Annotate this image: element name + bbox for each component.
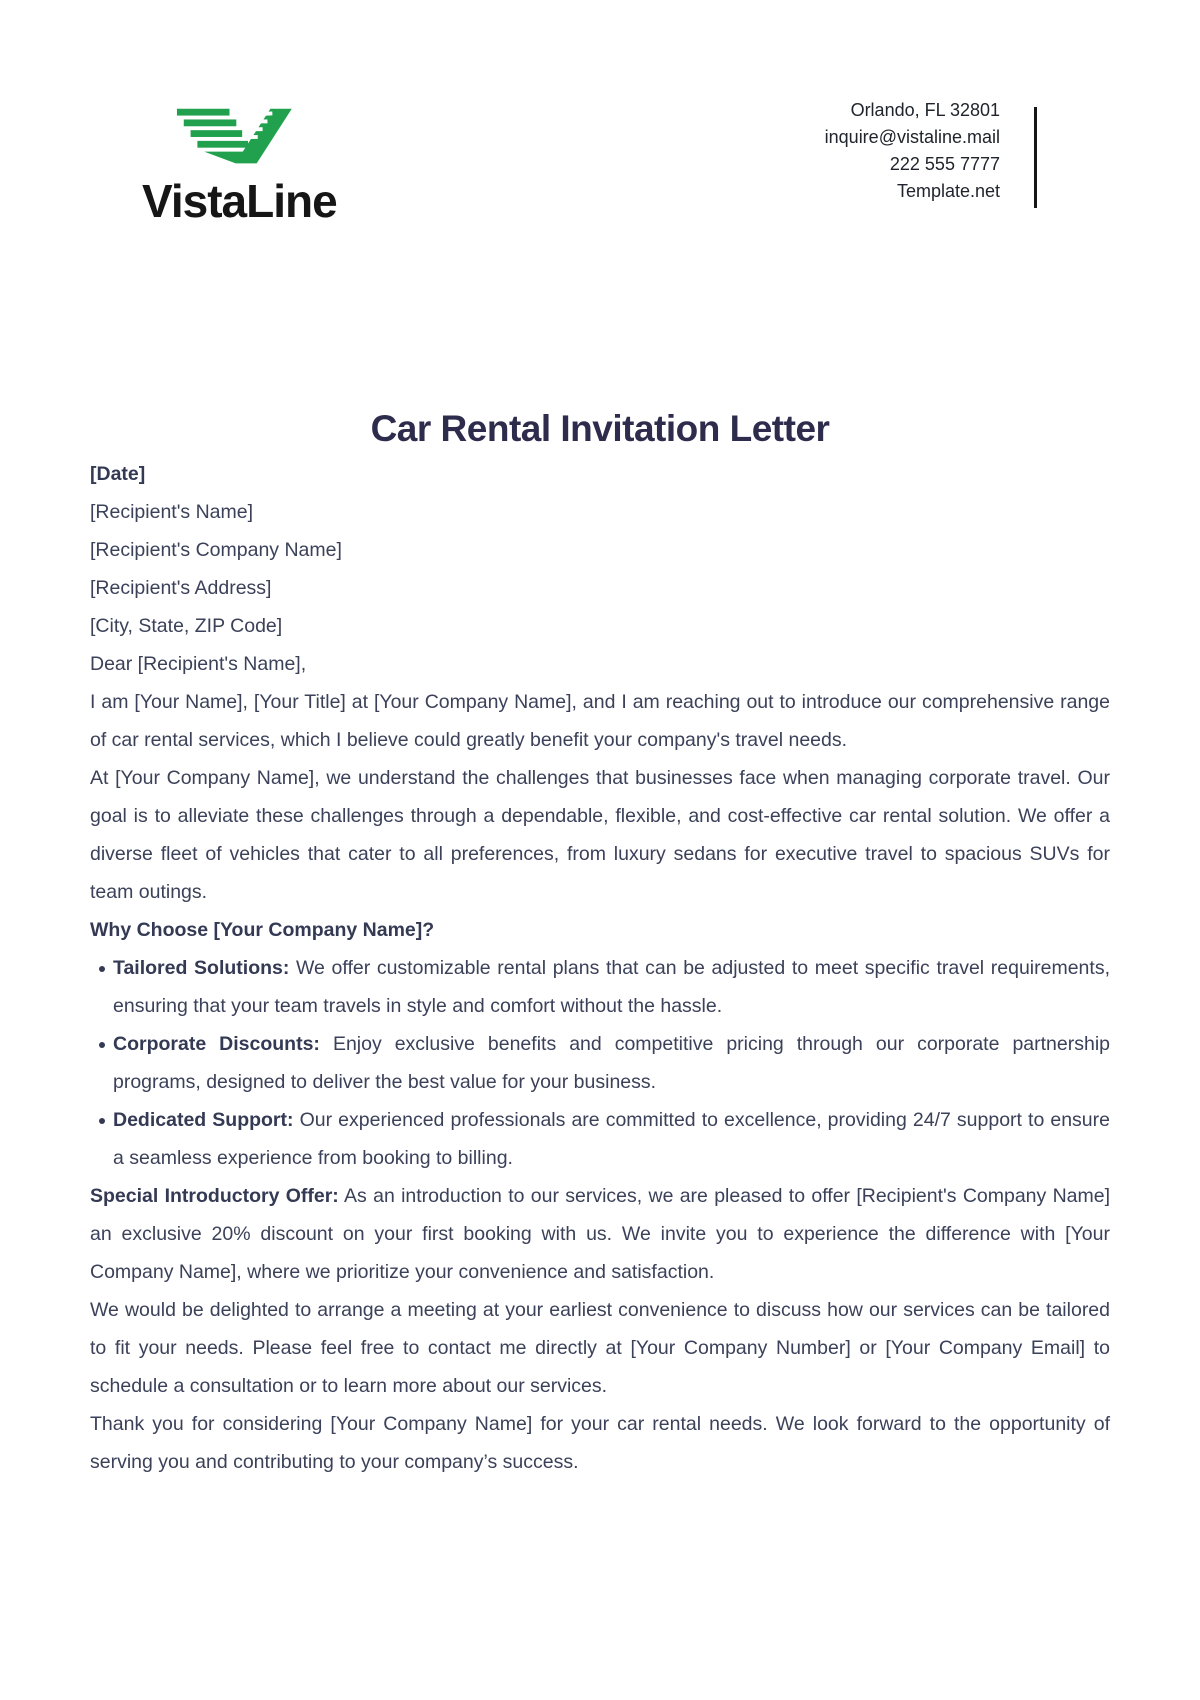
paragraph-challenges: At [Your Company Name], we understand the challenges that businesses face when managing corporate travel. Our goal is to alleviate these challenges through a dependable, flexible, and cost-effective car rental solution. We offer a diverse fleet of vehicles that cater to all preferences, from luxury sedans for executive travel to spacious SUVs for team outings.: [90, 767, 1110, 903]
paragraph-thanks: Thank you for considering [Your Company Name] for your car rental needs. We look forward to the opportunity of serving you and contributing to your company’s success.: [90, 1413, 1110, 1473]
contact-phone: 222 555 7777: [889, 154, 1000, 174]
date-line: [Date]: [90, 463, 146, 485]
bullet-lead: Corporate Discounts:: [113, 1033, 320, 1055]
list-item-tailored-solutions: [90, 949, 1110, 1025]
bullet-text: We offer customizable rental plans that can be adjusted to meet specific travel requirements, ensuring that your team travels in style and comfort without the hassle.: [113, 957, 1110, 1017]
contact-block: [825, 97, 1000, 205]
recipient-address-line: [Recipient's Address]: [90, 577, 272, 599]
contact-location: Orlando, FL 32801: [850, 100, 1000, 120]
contact-email: inquire@vistaline.mail: [824, 127, 1000, 147]
recipient-name-line: [Recipient's Name]: [90, 501, 254, 523]
why-choose-heading: Why Choose [Your Company Name]?: [90, 919, 435, 941]
paragraph-intro: I am [Your Name], [Your Title] at [Your Company Name], and I am reaching out to introduce our comprehensive range of car rental services, which I believe could greatly benefit your company's travel needs.: [90, 691, 1110, 751]
brand-wordmark: VistaLine: [142, 175, 337, 227]
offer-text: As an introduction to our services, we are pleased to offer [Recipient's Company Name] an exclusive 20% discount on your first booking with us. We invite you to experience the difference with [Your Company Name], where we prioritize your convenience and satisfaction.: [90, 1185, 1111, 1283]
header-divider: [1034, 107, 1037, 208]
paragraph-meeting: We would be delighted to arrange a meeting at your earliest convenience to discuss how our services can be tailored to fit your needs. Please feel free to contact me directly at [Your Company Number] or [Your Company Email] to schedule a consultation or to learn more about our services.: [90, 1299, 1110, 1397]
bullet-lead: Dedicated Support:: [113, 1109, 294, 1131]
brand-logo: [142, 108, 382, 227]
paragraph-offer: [90, 1177, 1110, 1291]
list-item-dedicated-support: [90, 1101, 1110, 1177]
bullet-text: Enjoy exclusive benefits and competitive pricing through our corporate partnership programs, designed to deliver the best value for your business.: [113, 1033, 1110, 1093]
bullet-lead: Tailored Solutions:: [113, 957, 290, 979]
benefits-list: [90, 949, 1110, 1177]
list-item-corporate-discounts: [90, 1025, 1110, 1101]
letter-body: [90, 455, 1110, 1481]
vistaline-v-icon: [175, 108, 321, 164]
letter-title: Car Rental Invitation Letter: [370, 408, 830, 449]
recipient-company-line: [Recipient's Company Name]: [90, 539, 342, 561]
contact-website: Template.net: [896, 181, 1000, 201]
recipient-city-line: [City, State, ZIP Code]: [90, 615, 283, 637]
offer-lead: Special Introductory Offer:: [90, 1185, 339, 1207]
bullet-text: Our experienced professionals are committed to excellence, providing 24/7 support to ensure a seamless experience from booking to billing.: [113, 1109, 1110, 1169]
salutation-line: Dear [Recipient's Name],: [90, 653, 307, 675]
